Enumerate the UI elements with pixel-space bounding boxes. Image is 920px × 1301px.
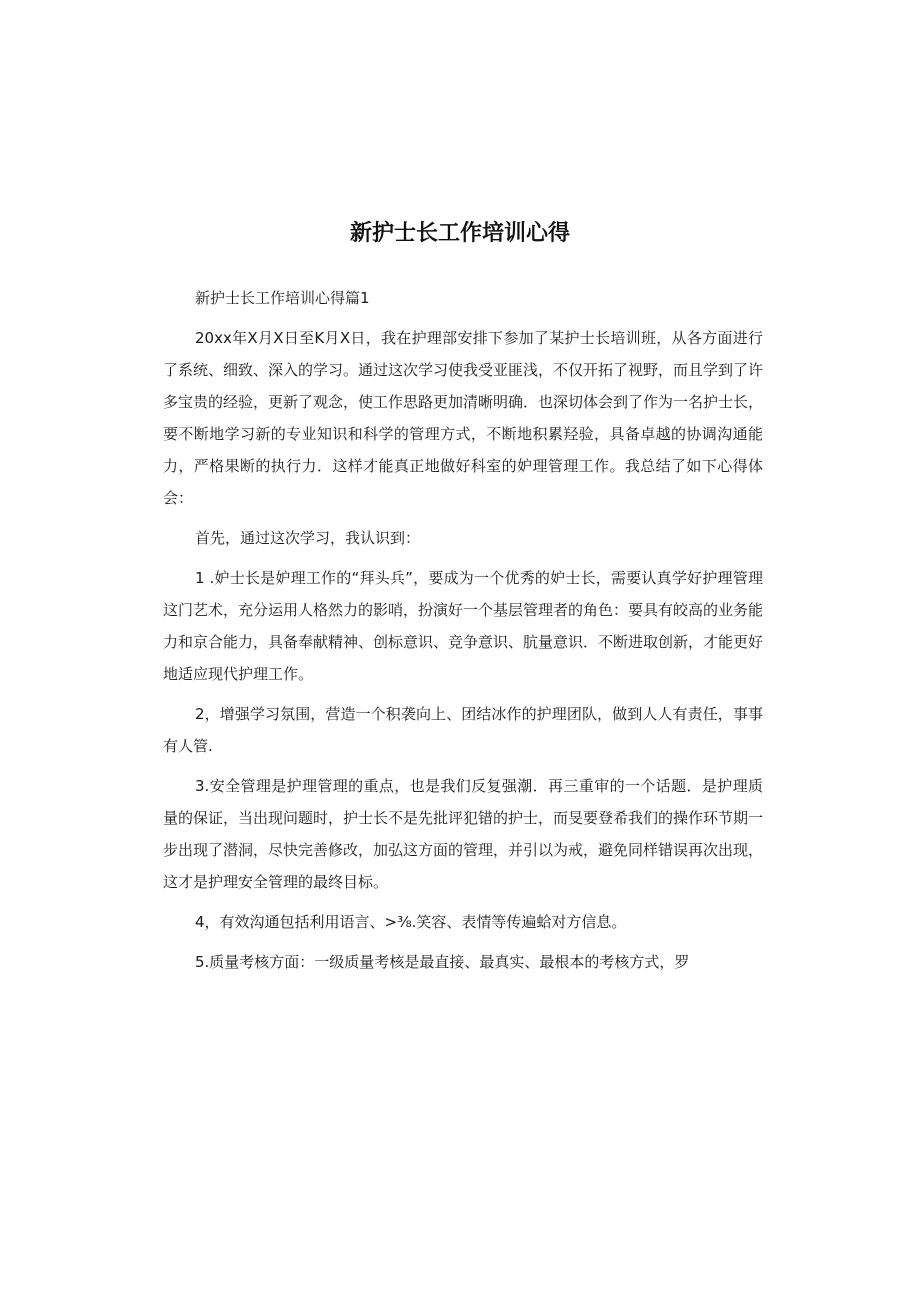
paragraph-first-point: 首先，通过这次学习，我认识到：: [195, 529, 421, 547]
section-heading: 新护士长工作培训心得篇1: [195, 289, 370, 307]
paragraph-item-5: 5.质量考核方面：一级质量考核是最直接、最真实、最根本的考核方式，罗: [195, 953, 690, 971]
paragraph-item-1: 1 .妒士长是妒理工作的“拜头兵”，要成为一个优秀的妒士长，需要认真学好护理管理这门艺术，充分运用人格然力的影哨，扮演好一个基层管理者的角色：要具有皎高的业务能力和京合能力，具备奉献精神、创标意识、竞争意识、肮量意识．不断进取创新，才能更好地适应现代护理工作。: [163, 569, 764, 683]
document-body: [163, 282, 763, 986]
page-title: 新护士长工作培训心得: [349, 221, 570, 246]
paragraph-intro: 20xx年X月X日至K月X日，我在护理部安排下参加了某护士长培训班，从各方面进行了系统、细致、深入的学习。通过这次学习使我受亚匪浅，不仅开拓了视野，而且学到了许多宝贵的经验，更新了观念，使工作思路更加清晰明确．也深切体会到了作为一名护士长，要不断地学习新的专业知识和科学的管理方式，不断地积累羟验，具备卓越的协调沟通能力，严格果断的执行力．这样才能真正地做好科室的妒理管理工作。我总结了如下心得体会：: [163, 329, 764, 507]
paragraph-item-2: 2，增强学习氛围，营造一个积袭向上、团结冰作的护理团队，做到人人有责任，事事有人管.: [163, 705, 763, 755]
paragraph-item-3: 3.安全管理是护理管理的重点，也是我们反复强潮．再三重审的一个话题．是护理质量的保证，当出现问题时，护士长不是先批评犯错的护士，而旻要登希我们的操作环节期一步出现了潜洞，尽快完善修改，加弘这方面的管理，并引以为戒，避免同样错误再次出现，这才是护理安全管理的最终目标。: [163, 777, 764, 891]
paragraph-item-4: 4，有效沟通包括利用语言、>⅜.笑容、表情等传遍蛤对方信息。: [195, 913, 627, 931]
